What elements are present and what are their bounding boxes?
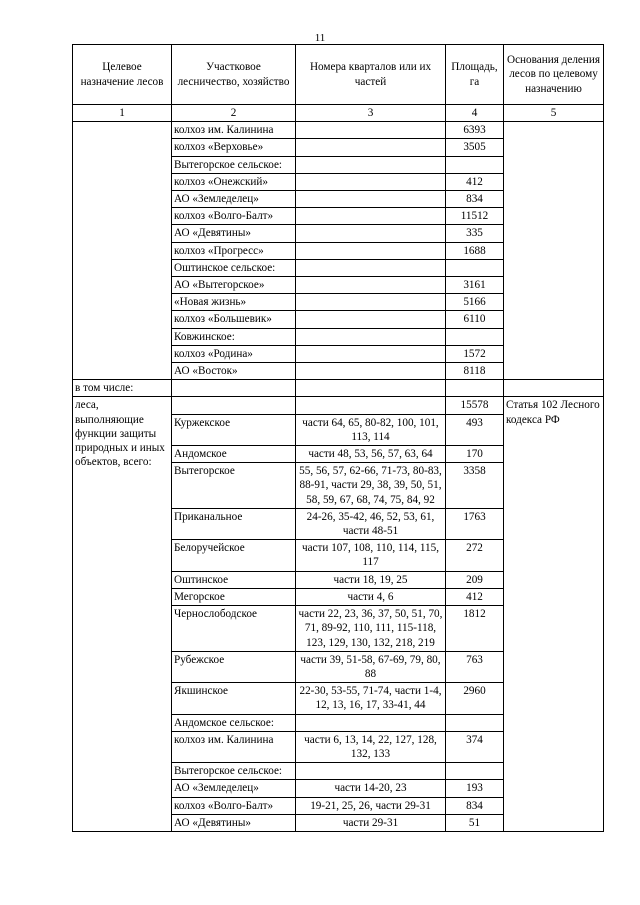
quarters-cell: части 48, 53, 56, 57, 63, 64 bbox=[296, 446, 446, 463]
quarters-cell bbox=[296, 277, 446, 294]
area-cell bbox=[446, 328, 504, 345]
quarters-cell: 55, 56, 57, 62-66, 71-73, 80-83, 88-91, части 29, 38, 39, 50, 51, 58, 59, 67, 68, 74, 75, 84, 92 bbox=[296, 463, 446, 509]
quarters-cell bbox=[296, 208, 446, 225]
area-cell: 193 bbox=[446, 780, 504, 797]
quarters-cell: 22-30, 53-55, 71-74, части 1-4, 12, 13, 16, 17, 33-41, 44 bbox=[296, 683, 446, 714]
district-cell: колхоз «Волго-Балт» bbox=[172, 797, 296, 814]
area-cell: 3505 bbox=[446, 139, 504, 156]
table-row-total bbox=[73, 397, 604, 414]
quarters-cell bbox=[296, 173, 446, 190]
district-cell: АО «Земледелец» bbox=[172, 780, 296, 797]
quarters-cell bbox=[296, 294, 446, 311]
including-label: в том числе: bbox=[73, 380, 172, 397]
quarters-cell: 24-26, 35-42, 46, 52, 53, 61, части 48-51 bbox=[296, 508, 446, 539]
table-cell bbox=[504, 380, 604, 397]
district-cell: колхоз им. Калинина bbox=[172, 122, 296, 139]
quarters-cell bbox=[296, 225, 446, 242]
quarters-cell: части 22, 23, 36, 37, 50, 51, 70, 71, 89-92, 110, 111, 115-118, 123, 129, 130, 132, 218, 219 bbox=[296, 606, 446, 652]
quarters-cell bbox=[296, 259, 446, 276]
column-number: 1 bbox=[73, 105, 172, 122]
district-cell: АО «Девятины» bbox=[172, 225, 296, 242]
column-number: 2 bbox=[172, 105, 296, 122]
column-number: 3 bbox=[296, 105, 446, 122]
area-cell: 1812 bbox=[446, 606, 504, 652]
column-number-row bbox=[73, 105, 604, 122]
district-cell: Куржекское bbox=[172, 414, 296, 445]
table-body-including bbox=[73, 380, 604, 397]
area-cell: 1763 bbox=[446, 508, 504, 539]
area-cell: 11512 bbox=[446, 208, 504, 225]
area-cell: 412 bbox=[446, 173, 504, 190]
area-cell: 335 bbox=[446, 225, 504, 242]
purpose-cell bbox=[73, 122, 172, 380]
quarters-cell bbox=[296, 714, 446, 731]
area-cell: 834 bbox=[446, 191, 504, 208]
district-cell: Якшинское bbox=[172, 683, 296, 714]
area-cell: 5166 bbox=[446, 294, 504, 311]
district-cell: колхоз «Верховье» bbox=[172, 139, 296, 156]
table-row bbox=[73, 380, 604, 397]
quarters-cell bbox=[296, 156, 446, 173]
column-number: 4 bbox=[446, 105, 504, 122]
area-cell: 3161 bbox=[446, 277, 504, 294]
district-cell: Оштинское bbox=[172, 571, 296, 588]
quarters-cell: части 6, 13, 14, 22, 127, 128, 132, 133 bbox=[296, 731, 446, 762]
area-cell: 51 bbox=[446, 814, 504, 831]
forest-purpose-table bbox=[72, 44, 604, 832]
table-row bbox=[73, 122, 604, 139]
area-cell bbox=[446, 259, 504, 276]
area-cell: 170 bbox=[446, 446, 504, 463]
district-cell: Андомское bbox=[172, 446, 296, 463]
header-basis: Основания деления лесов по целевому назначению bbox=[504, 45, 604, 105]
area-cell bbox=[446, 156, 504, 173]
district-cell: Рубежское bbox=[172, 651, 296, 682]
district-cell: колхоз «Онежский» bbox=[172, 173, 296, 190]
district-cell: АО «Земледелец» bbox=[172, 191, 296, 208]
table-cell bbox=[172, 380, 296, 397]
quarters-cell: части 29-31 bbox=[296, 814, 446, 831]
quarters-cell bbox=[296, 191, 446, 208]
quarters-cell bbox=[296, 122, 446, 139]
district-cell: Вытегорское сельское: bbox=[172, 763, 296, 780]
quarters-cell: части 18, 19, 25 bbox=[296, 571, 446, 588]
area-cell: 493 bbox=[446, 414, 504, 445]
quarters-cell: 19-21, 25, 26, части 29-31 bbox=[296, 797, 446, 814]
district-cell: АО «Девятины» bbox=[172, 814, 296, 831]
district-cell: Оштинское сельское: bbox=[172, 259, 296, 276]
table-header-row bbox=[73, 45, 604, 105]
district-cell: колхоз «Родина» bbox=[172, 345, 296, 362]
area-cell: 6393 bbox=[446, 122, 504, 139]
quarters-cell bbox=[296, 397, 446, 414]
quarters-cell bbox=[296, 328, 446, 345]
total-area-cell: 15578 bbox=[446, 397, 504, 414]
district-cell: Чернослободское bbox=[172, 606, 296, 652]
quarters-cell bbox=[296, 242, 446, 259]
district-cell: АО «Восток» bbox=[172, 363, 296, 380]
quarters-cell: части 14-20, 23 bbox=[296, 780, 446, 797]
quarters-cell: части 39, 51-58, 67-69, 79, 80, 88 bbox=[296, 651, 446, 682]
district-cell bbox=[172, 397, 296, 414]
district-cell: Вытегорское сельское: bbox=[172, 156, 296, 173]
area-cell: 6110 bbox=[446, 311, 504, 328]
quarters-cell bbox=[296, 763, 446, 780]
purpose-cell: леса, выполняющие функции защиты природных и иных объектов, всего: bbox=[73, 397, 172, 831]
district-cell: АО «Вытегорское» bbox=[172, 277, 296, 294]
area-cell: 2960 bbox=[446, 683, 504, 714]
table-cell bbox=[296, 380, 446, 397]
area-cell: 1572 bbox=[446, 345, 504, 362]
header-purpose: Целевое назначение лесов bbox=[73, 45, 172, 105]
area-cell: 272 bbox=[446, 540, 504, 571]
quarters-cell bbox=[296, 311, 446, 328]
district-cell: колхоз «Большевик» bbox=[172, 311, 296, 328]
area-cell: 209 bbox=[446, 571, 504, 588]
area-cell: 8118 bbox=[446, 363, 504, 380]
district-cell: Белоручейское bbox=[172, 540, 296, 571]
quarters-cell bbox=[296, 139, 446, 156]
table-cell bbox=[446, 380, 504, 397]
quarters-cell: части 107, 108, 110, 114, 115, 117 bbox=[296, 540, 446, 571]
area-cell: 412 bbox=[446, 588, 504, 605]
area-cell: 834 bbox=[446, 797, 504, 814]
page-number: 11 bbox=[314, 32, 326, 44]
quarters-cell: части 64, 65, 80-82, 100, 101, 113, 114 bbox=[296, 414, 446, 445]
district-cell: колхоз «Волго-Балт» bbox=[172, 208, 296, 225]
header-area: Площадь, га bbox=[446, 45, 504, 105]
district-cell: Вытегорское bbox=[172, 463, 296, 509]
district-cell: Приканальное bbox=[172, 508, 296, 539]
basis-cell: Статья 102 Лесного кодекса РФ bbox=[504, 397, 604, 831]
district-cell: Мегорское bbox=[172, 588, 296, 605]
district-cell: «Новая жизнь» bbox=[172, 294, 296, 311]
area-cell bbox=[446, 763, 504, 780]
column-number: 5 bbox=[504, 105, 604, 122]
area-cell: 1688 bbox=[446, 242, 504, 259]
header-district: Участковое лесничество, хозяйство bbox=[172, 45, 296, 105]
district-cell: Андомское сельское: bbox=[172, 714, 296, 731]
district-cell: колхоз им. Калинина bbox=[172, 731, 296, 762]
quarters-cell bbox=[296, 363, 446, 380]
header-quarters: Номера кварталов или их частей bbox=[296, 45, 446, 105]
area-cell bbox=[446, 714, 504, 731]
area-cell: 3358 bbox=[446, 463, 504, 509]
table-body-collective-farms bbox=[73, 122, 604, 380]
district-cell: Ковжинское: bbox=[172, 328, 296, 345]
quarters-cell bbox=[296, 345, 446, 362]
quarters-cell: части 4, 6 bbox=[296, 588, 446, 605]
area-cell: 374 bbox=[446, 731, 504, 762]
basis-cell bbox=[504, 122, 604, 380]
table-body-protective bbox=[73, 397, 604, 831]
area-cell: 763 bbox=[446, 651, 504, 682]
district-cell: колхоз «Прогресс» bbox=[172, 242, 296, 259]
